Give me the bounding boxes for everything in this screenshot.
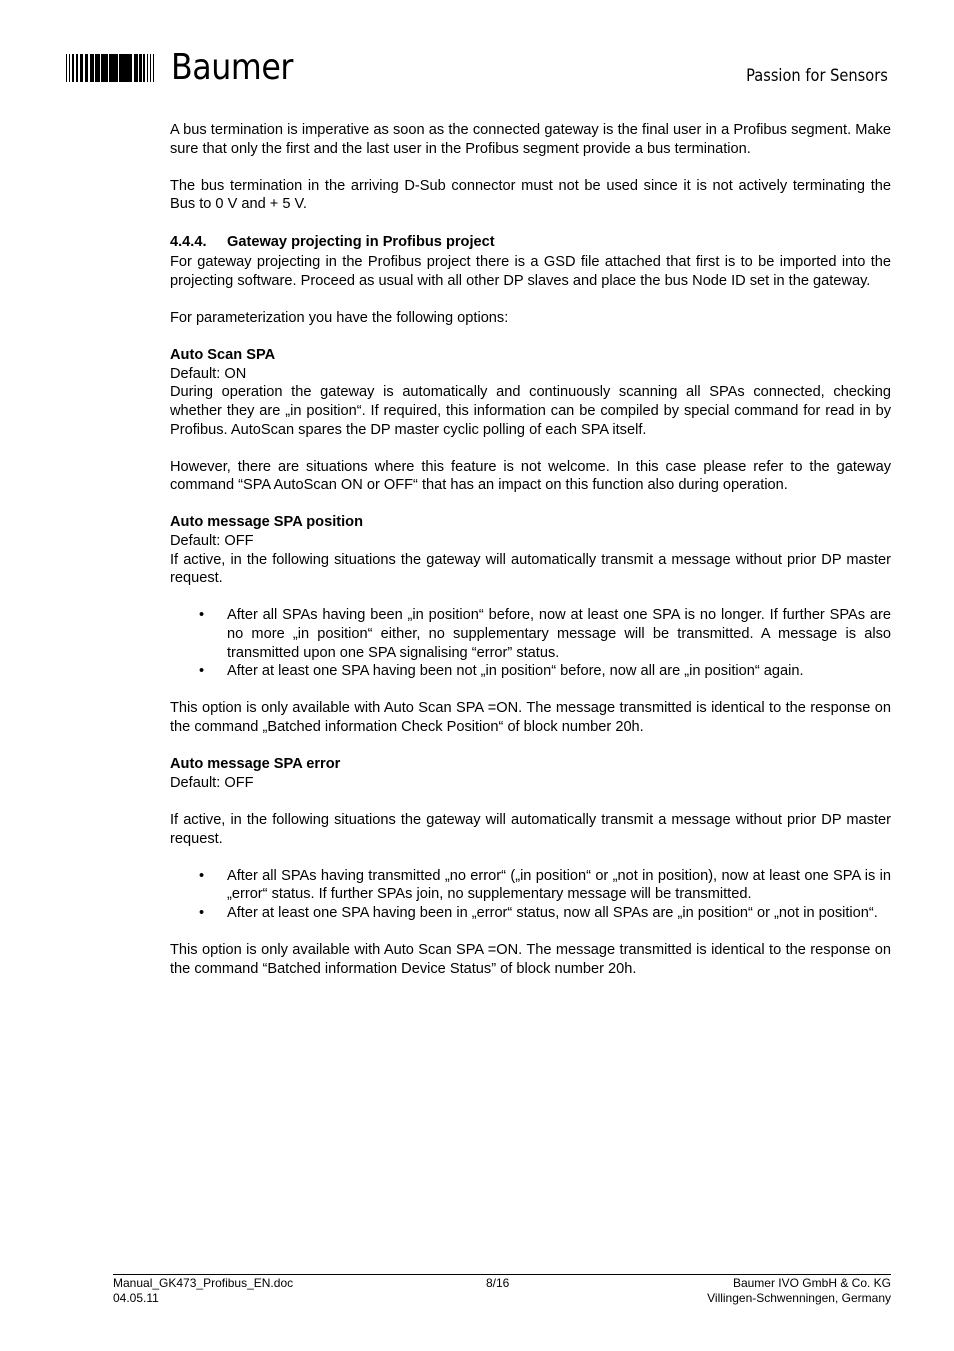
auto-error-title: Auto message SPA error — [170, 756, 341, 773]
page-footer — [113, 1274, 891, 1305]
auto-scan-title: Auto Scan SPA — [170, 347, 276, 364]
list-item — [199, 904, 891, 923]
list-item-text: After all SPAs having been „in position“ before, now at least one SPA is no longer. If further SPAs are no more „in position“ either, no supplementary message will be transmitted. A message is also transmitted upon one SPA signalising “error” status. — [227, 607, 891, 661]
auto-error-bullets — [170, 867, 891, 923]
footer-company: Baumer IVO GmbH & Co. KG — [732, 1276, 891, 1290]
auto-position-title: Auto message SPA position — [170, 514, 363, 531]
footer-left — [113, 1276, 293, 1306]
list-item-text: After at least one SPA having been in „error“ status, now all SPAs are „in position“ or „not in position“. — [227, 904, 878, 921]
auto-scan-note: However, there are situations where this feature is not welcome. In this case please refer to the gateway command “SPA AutoScan ON or OFF“ that has an impact on this function also during operation. — [170, 458, 891, 494]
auto-scan-default: Default: ON — [170, 365, 247, 382]
section-title: Gateway projecting in Profibus project — [227, 233, 495, 250]
footer-filename: Manual_GK473_Profibus_EN.doc — [113, 1276, 294, 1290]
auto-position-description: If active, in the following situations the gateway will automatically transmit a message without prior DP master request. — [170, 551, 891, 587]
bullet-icon: • — [199, 904, 205, 921]
auto-position-default: Default: OFF — [170, 533, 254, 550]
baumer-logo-mark — [66, 54, 158, 82]
list-item — [199, 606, 891, 662]
brand-name: Baumer — [171, 47, 293, 88]
footer-location: Villingen-Schwenningen, Germany — [707, 1291, 891, 1305]
auto-position-bullets — [170, 606, 891, 680]
page-header — [0, 0, 954, 110]
section-number: 4.4.4. — [170, 233, 207, 250]
auto-error-default: Default: OFF — [170, 774, 254, 791]
paragraph-bus-termination: A bus termination is imperative as soon as the connected gateway is the final user in a Profibus segment. Make sure that only the first and the last user in the Profibus segment provide a bus termination. — [170, 122, 891, 157]
paragraph-options-intro: For parameterization you have the following options: — [170, 309, 509, 326]
paragraph-gsd-file: For gateway projecting in the Profibus project there is a GSD file attached that first is to be imported into the projecting software. Proceed as usual with all other DP slaves and place the bus Node ID set in the gateway. — [170, 254, 891, 289]
paragraph-dsub-termination: The bus termination in the arriving D-Sub connector must not be used since it is not actively terminating the Bus to 0 V and + 5 V. — [170, 177, 891, 213]
list-item — [199, 662, 891, 681]
brand-tagline: Passion for Sensors — [746, 66, 888, 86]
auto-error-description: If active, in the following situations the gateway will automatically transmit a message without prior DP master request. — [170, 811, 891, 847]
footer-date: 04.05.11 — [113, 1291, 159, 1305]
bullet-icon: • — [199, 867, 205, 884]
list-item-text: After all SPAs having transmitted „no error“ („in position“ or „not in position), now at least one SPA is in „error“ status. If further SPAs join, no supplementary message will be transmitted. — [227, 867, 891, 903]
footer-right — [707, 1276, 891, 1306]
section-heading — [170, 233, 891, 252]
page-content — [170, 121, 891, 997]
footer-page-number: 8/16 — [486, 1276, 510, 1290]
auto-error-note: This option is only available with Auto Scan SPA =ON. The message transmitted is identical to the response on the command “Batched information Device Status” of block number 20h. — [170, 942, 891, 977]
auto-scan-description: During operation the gateway is automatically and continuously scanning all SPAs connected, checking whether they are „in position“. If required, this information can be compiled by special command for read in by Profibus. AutoScan spares the DP master cyclic polling of each SPA itself. — [170, 384, 891, 438]
bullet-icon: • — [199, 663, 205, 680]
list-item — [199, 867, 891, 904]
list-item-text: After at least one SPA having been not „in position“ before, now all are „in position“ again. — [227, 663, 804, 680]
bullet-icon: • — [199, 607, 205, 624]
auto-position-note: This option is only available with Auto Scan SPA =ON. The message transmitted is identical to the response on the command „Batched information Check Position“ of block number 20h. — [170, 700, 891, 735]
